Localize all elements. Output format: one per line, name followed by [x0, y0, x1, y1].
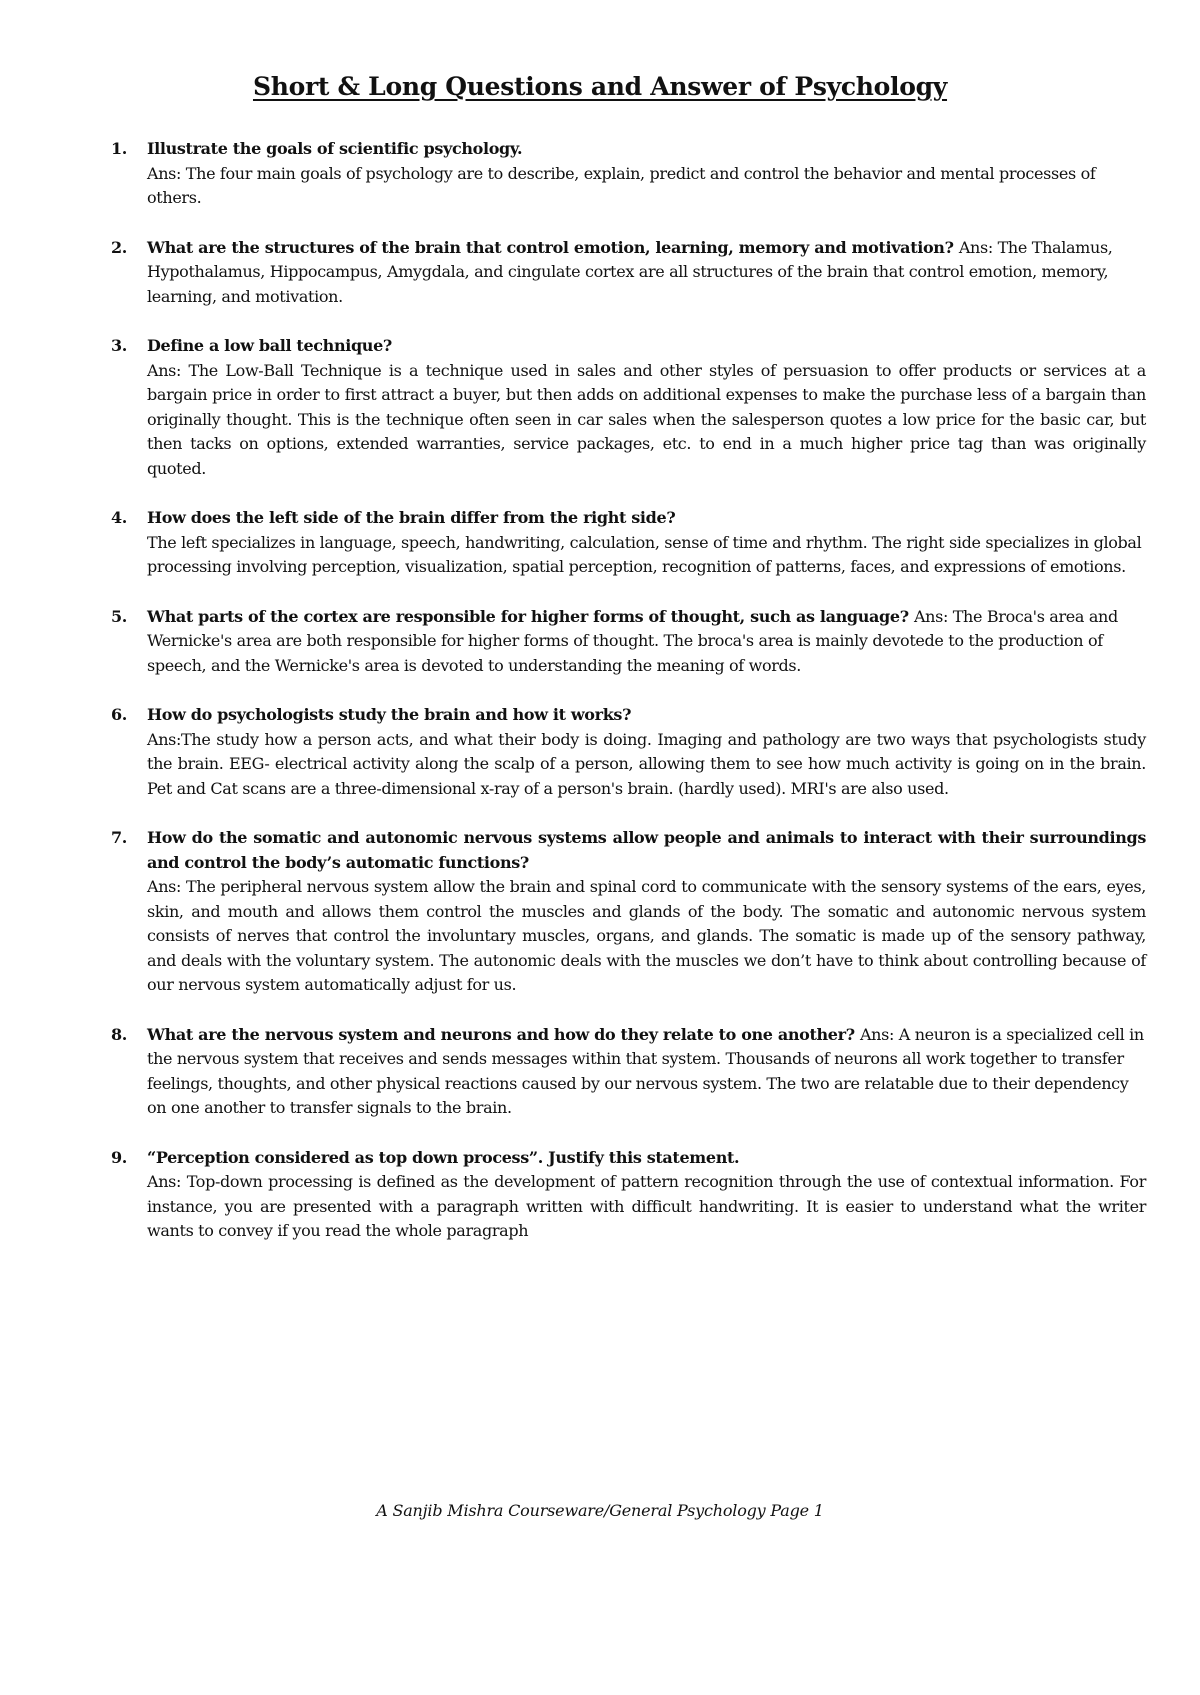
question-text: Define a low ball technique? [147, 336, 392, 355]
question-text: “Perception considered as top down process”. Justify this statement. [147, 1147, 740, 1167]
question-item-1 [111, 137, 1146, 211]
question-number: 7. [111, 828, 128, 847]
page-title: Short & Long Questions and Answer of Psychology [252, 72, 948, 101]
question-number: 3. [111, 336, 128, 355]
answer-text: Ans: The peripheral nervous system allow the brain and spinal cord to communicate with the sensory systems of the ears, eyes, skin, and mouth and allows them control the muscles and glands of the body. The somatic and autonomic nervous system consists of nerves that control the involuntary muscles, organs, and glands. The somatic is made up of the sensory pathway, and deals with the voluntary system. The autonomic deals with the muscles we don’t have to think about controlling because of our nervous system automatically adjust for us. [147, 877, 1146, 994]
question-item-9 [111, 1146, 1146, 1244]
question-number: 2. [111, 237, 128, 257]
answer-text: Ans: The Low-Ball Technique is a technique used in sales and other styles of persuasion to offer products or services at a bargain price in order to first attract a buyer, but then adds on additional expenses to make the purchase less of a bargain than originally thought. This is the technique often seen in car sales when the salesperson quotes a low price for the basic car, but then tacks on options, extended warranties, service packages, etc. to end in a much higher price tag than was originally quoted. [147, 360, 1146, 478]
question-item-7 [111, 826, 1146, 998]
question-number: 9. [111, 1147, 128, 1167]
question-text: How do psychologists study the brain and how it works? [147, 705, 632, 724]
question-item-5 [111, 605, 1146, 679]
question-item-4 [111, 506, 1146, 580]
answer-text: The left specializes in language, speech, handwriting, calculation, sense of time and rhythm. The right side specializes in global processing involving perception, visualization, spatial perception, recognition of patterns, faces, and expressions of emotions. [147, 532, 1142, 576]
question-text: How do the somatic and autonomic nervous systems allow people and animals to interact with their surroundings and control the body’s automatic functions? [147, 828, 1146, 872]
answer-text: Ans:The study how a person acts, and what their body is doing. Imaging and pathology are two ways that psychologists study the brain. EEG- electrical activity along the scalp of a person, allowing them to see how much activity is going on in the brain. Pet and Cat scans are a three-dimensional x-ray of a person's brain. (hardly used). MRI's are also used. [147, 729, 1146, 798]
answer-text: Ans: Top-down processing is defined as the development of pattern recognition through the use of contextual information. For instance, you are presented with a paragraph written with difficult handwriting. It is easier to understand what the writer wants to convey if you read the whole paragraph [147, 1172, 1146, 1240]
question-text: What are the nervous system and neurons and how do they relate to one another? [147, 1024, 860, 1044]
answer-text: Ans: The Thalamus, Hypothalamus, Hippocampus, Amygdala, and cingulate cortex are all structures of the brain that control emotion, memory, learning, and motivation. [147, 237, 1113, 306]
answer-text: Ans: The four main goals of psychology are to describe, explain, predict and control the behavior and mental processes of others. [147, 163, 1096, 207]
question-number: 4. [111, 508, 128, 527]
question-number: 8. [111, 1024, 128, 1044]
question-number: 5. [111, 606, 128, 626]
question-text: How does the left side of the brain differ from the right side? [147, 508, 676, 527]
question-text: What are the structures of the brain that control emotion, learning, memory and motivation? [147, 237, 959, 257]
answer-text: Ans: A neuron is a specialized cell in the nervous system that receives and sends messages within that system. Thousands of neurons all work together to transfer feelings, thoughts, and other physical reactions caused by our nervous system. The two are relatable due to their dependency on one another to transfer signals to the brain. [147, 1024, 1144, 1117]
question-number: 6. [111, 705, 128, 724]
question-number: 1. [111, 139, 128, 158]
question-item-8 [111, 1023, 1146, 1121]
question-item-6 [111, 703, 1146, 801]
question-list [111, 137, 1146, 1269]
page-footer: A Sanjib Mishra Courseware/General Psychology Page 1 [376, 1501, 824, 1520]
question-item-3 [111, 334, 1146, 481]
question-item-2 [111, 236, 1146, 310]
question-text: What parts of the cortex are responsible for higher forms of thought, such as language? [147, 606, 914, 626]
question-text: Illustrate the goals of scientific psychology. [147, 139, 523, 158]
answer-text: Ans: The Broca's area and Wernicke's area are both responsible for higher forms of thought. The broca's area is mainly devotede to the production of speech, and the Wernicke's area is devoted to understanding the meaning of words. [147, 606, 1118, 675]
